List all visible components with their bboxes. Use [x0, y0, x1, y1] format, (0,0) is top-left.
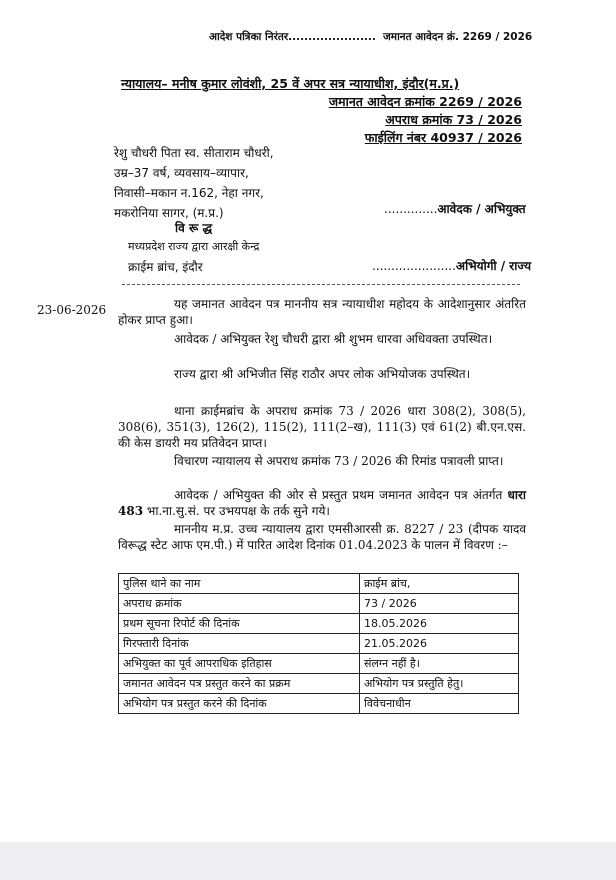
header-right: जमानत आवेदन क्रं. 2269 / 2026 [383, 31, 533, 43]
order-paragraph: आवेदक / अभियुक्त रेशु चौधरी द्वारा श्री शुभम धारवा अधिवक्ता उपस्थित। [174, 332, 493, 346]
applicant-line: उम्र–37 वर्ष, व्यवसाय–व्यापार, [114, 166, 249, 180]
details-table [118, 573, 519, 714]
section-bold: धारा 483 [118, 488, 526, 518]
respondent-line: क्राईम ब्रांच, इंदौर [128, 260, 203, 274]
page-bottom-margin [0, 842, 616, 880]
table-cell-value: संलग्न नहीं है। [360, 654, 519, 674]
order-paragraph: माननीय म.प्र. उच्च न्यायालय द्वारा एमसीआरसी क्र. 8227 / 23 (दीपक यादव विरूद्ध स्टेट आफ एम.पी.) में पारित आदेश दिनांक 01.04.2023 के पालन में विवरण :– [118, 522, 526, 552]
table-cell-value: क्राईम ब्रांच, [360, 574, 519, 594]
table-row [119, 614, 519, 634]
applicant-role [384, 199, 526, 219]
applicant-block [114, 143, 274, 223]
order-paragraph: थाना क्राईमब्रांच के अपराध क्रमांक 73 / 2026 धारा 308(2), 308(5), 308(6), 351(3), 126(2), 115(2), 111(2–ख), 111(3) एवं 61(2) बी.एन.एस. की केस डायरी मय प्रतिवेदन प्राप्त। [118, 404, 526, 450]
order-date: 23-06-2026 [37, 303, 107, 317]
respondent-role [372, 256, 531, 276]
order-paragraph: यह जमानत आवेदन पत्र माननीय सत्र न्यायाधीश महोदय के आदेशानुसार अंतरित होकर प्राप्त हुआ। [118, 297, 526, 327]
table-cell-label: जमानत आवेदन पत्र प्रस्तुत करने का प्रक्रम [119, 674, 360, 694]
role-label: आवेदक / अभियुक्त [437, 202, 526, 216]
table-cell-label: अभियुक्त का पूर्व आपराधिक इतिहास [119, 654, 360, 674]
order-paragraph: आवेदक / अभियुक्त की ओर से प्रस्तुत प्रथम जमानत आवेदन पत्र अंतर्गत धारा 483 भा.ना.सु.सं. पर उभयपक्ष के तर्क सुने गये। [118, 488, 526, 518]
table-cell-value: अभियोग पत्र प्रस्तुति हेतु। [360, 674, 519, 694]
header-left: आदेश पत्रिका निरंतर...................... [209, 31, 376, 43]
court-title: न्यायालय– मनीष कुमार लोवंशी, 25 वें अपर सत्र न्यायाधीश, इंदौर(म.प्र.) [121, 76, 460, 91]
table-cell-label: प्रथम सूचना रिपोर्ट की दिनांक [119, 614, 360, 634]
case-number: जमानत आवेदन क्रमांक 2269 / 2026 [328, 94, 522, 109]
crime-number: अपराध क्रमांक 73 / 2026 [385, 112, 522, 127]
table-cell-value: 18.05.2026 [360, 614, 519, 634]
filing-number: फाईलिंग नंबर 40937 / 2026 [364, 130, 522, 145]
table-cell-value: 21.05.2026 [360, 634, 519, 654]
order-paragraph: राज्य द्वारा श्री अभिजीत सिंह राठौर अपर लोक अभियोजक उपस्थित। [174, 367, 471, 381]
table-cell-label: गिरफ्तारी दिनांक [119, 634, 360, 654]
table-cell-label: अभियोग पत्र प्रस्तुत करने की दिनांक [119, 694, 360, 714]
role-dots: .............. [384, 202, 438, 216]
table-cell-label: पुलिस थाने का नाम [119, 574, 360, 594]
role-dots: ...................... [372, 259, 456, 273]
table-row [119, 594, 519, 614]
respondent-block [128, 237, 259, 277]
order-paragraph: विचारण न्यायालय से अपराध क्रमांक 73 / 2026 की रिमांड पत्रावली प्राप्त। [174, 454, 504, 468]
table-row [119, 634, 519, 654]
table-row [119, 694, 519, 714]
table-cell-label: अपराध क्रमांक [119, 594, 360, 614]
applicant-line: रेशु चौधरी पिता स्व. सीताराम चौधरी, [114, 146, 274, 160]
applicant-line: मकरोनिया सागर, (म.प्र.) [114, 206, 224, 220]
table-cell-value: 73 / 2026 [360, 594, 519, 614]
table-row [119, 654, 519, 674]
table-row [119, 574, 519, 594]
respondent-line: मध्यप्रदेश राज्य द्वारा आरक्षी केन्द्र [128, 240, 260, 253]
versus-label: वि रू द्ध [175, 221, 213, 235]
applicant-line: निवासी–मकान न.162, नेहा नगर, [114, 186, 264, 200]
table-cell-value: विवेचनाधीन [360, 694, 519, 714]
separator-line [122, 284, 520, 285]
table-row [119, 674, 519, 694]
role-label: अभियोगी / राज्य [455, 259, 532, 273]
